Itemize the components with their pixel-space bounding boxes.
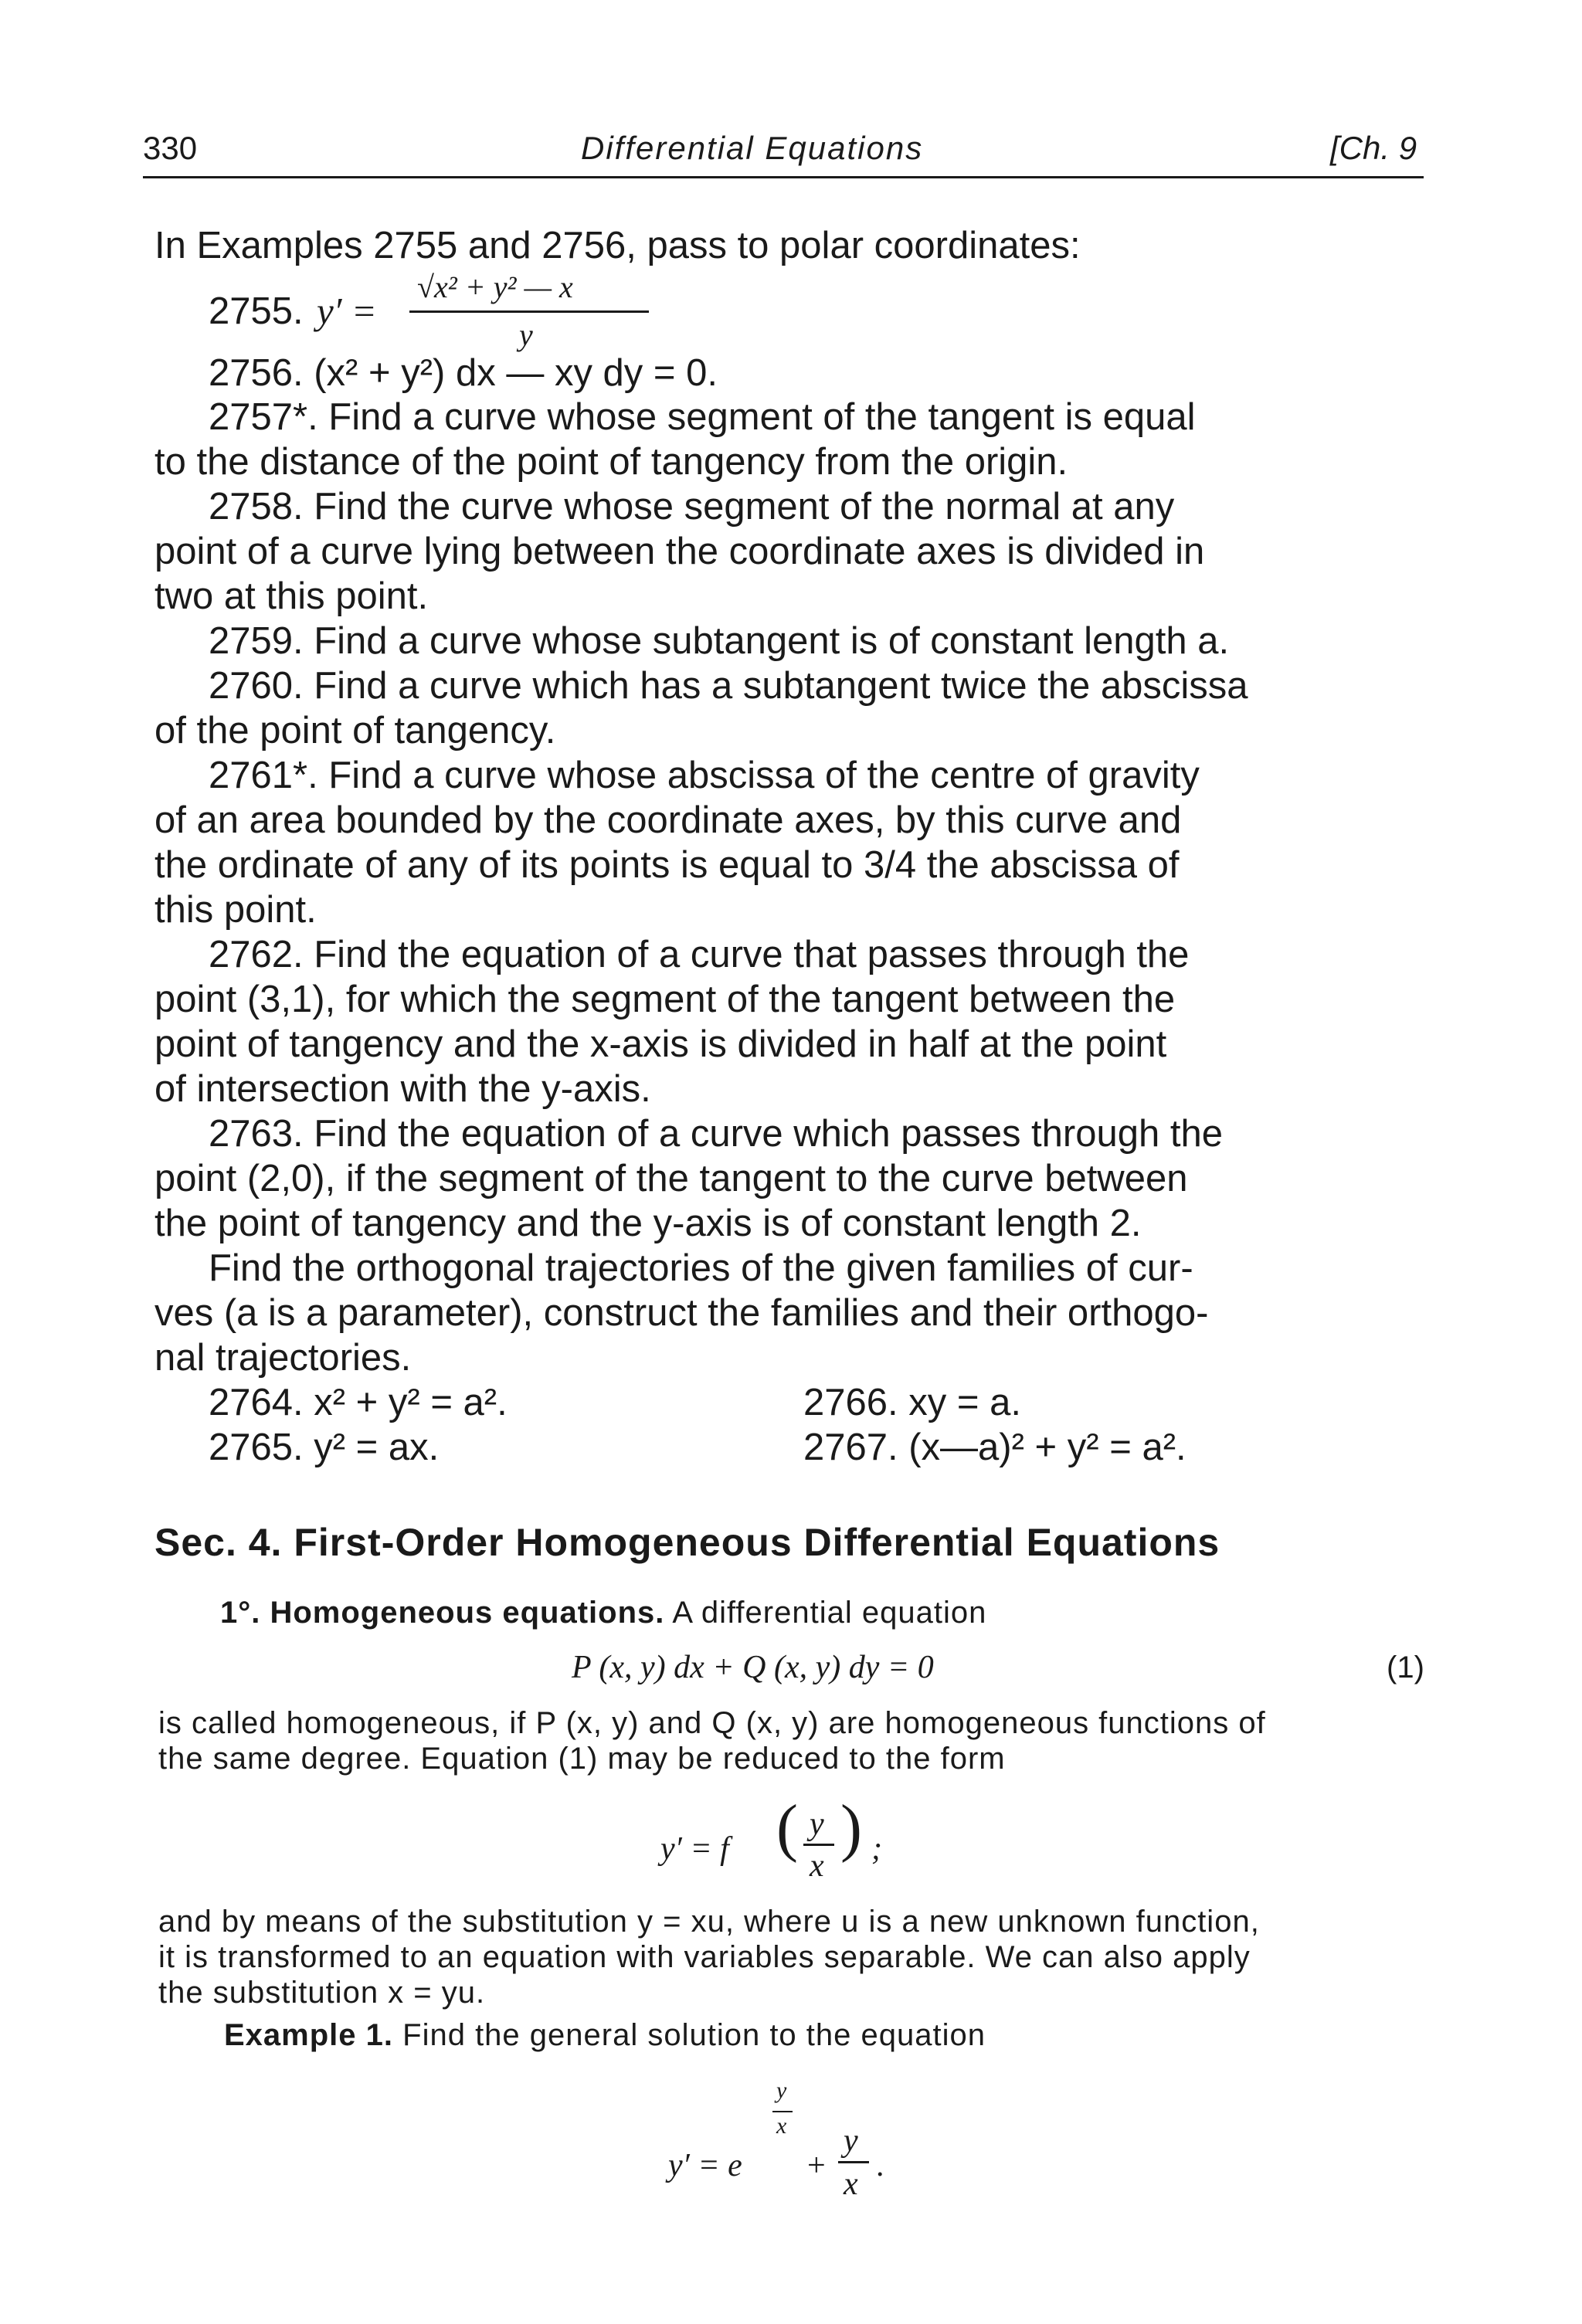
subsection-heading: 1°. Homogeneous equations.	[220, 1596, 665, 1630]
problem-2757-line2: to the distance of the point of tangency from the origin.	[154, 441, 1068, 483]
problem-2762-line4: of intersection with the y-axis.	[154, 1068, 651, 1110]
equation-2-numerator: y	[810, 1807, 824, 1842]
problem-2758-line2: point of a curve lying between the coordinate axes is divided in	[154, 531, 1205, 572]
paragraph-1-line1: is called homogeneous, if P (x, y) and Q (x, y) are homogeneous functions of	[158, 1706, 1266, 1740]
problem-2763-line2: point (2,0), if the segment of the tangent to the curve between	[154, 1158, 1188, 1199]
chapter-label: [Ch. 9	[1330, 130, 1417, 166]
problem-2762-line1: 2762. Find the equation of a curve that passes through the	[209, 934, 1190, 975]
equation-1-number: (1)	[1387, 1651, 1424, 1684]
problem-2755-lhs: y′ =	[317, 290, 377, 332]
paragraph-2-line2: it is transformed to an equation with variables separable. We can also apply	[158, 1940, 1251, 1974]
equation-3-plus: +	[807, 2148, 826, 2183]
paragraph-2-line3: the substitution x = yu.	[158, 1976, 486, 2010]
problem-2761-line4: this point.	[154, 889, 317, 931]
orthogonal-intro-line2: ves (a is a parameter), construct the families and their orthogo-	[154, 1292, 1209, 1334]
problem-2761-line3: the ordinate of any of its points is equal to 3/4 the abscissa of	[154, 844, 1180, 886]
problem-2755-fraction-bar	[409, 310, 649, 313]
equation-3-lhs: y′ = e	[668, 2148, 742, 2183]
orthogonal-intro-line1: Find the orthogonal trajectories of the given families of cur-	[209, 1247, 1193, 1289]
equation-2-right-paren: )	[840, 1792, 862, 1864]
equation-2-lhs: y′ = f	[660, 1831, 729, 1867]
problem-2761-line2: of an area bounded by the coordinate axes, by this curve and	[154, 799, 1182, 841]
problem-2757-line1: 2757*. Find a curve whose segment of the tangent is equal	[209, 396, 1196, 438]
problem-2755-number: 2755.	[209, 290, 304, 332]
problem-2766: 2766. xy = a.	[803, 1382, 1021, 1423]
problem-2763-line3: the point of tangency and the y-axis is of constant length 2.	[154, 1203, 1142, 1244]
equation-3-exponent-numerator: y	[776, 2078, 787, 2103]
equation-3-exponent-denominator: x	[776, 2113, 787, 2139]
problem-2765: 2765. y² = ax.	[209, 1427, 440, 1468]
equation-3-fraction-bar	[838, 2161, 869, 2163]
problem-2761-line1: 2761*. Find a curve whose abscissa of the centre of gravity	[209, 755, 1200, 796]
paragraph-1-line2: the same degree. Equation (1) may be reduced to the form	[158, 1742, 1006, 1776]
problem-2764: 2764. x² + y² = a².	[209, 1382, 508, 1423]
example-text: Find the general solution to the equation	[402, 2018, 986, 2052]
problem-2763-line1: 2763. Find the equation of a curve which passes through the	[209, 1113, 1223, 1155]
running-title: Differential Equations	[581, 130, 924, 166]
problem-2756: 2756. (x² + y²) dx — xy dy = 0.	[209, 352, 718, 394]
subsection-text: A differential equation	[672, 1596, 987, 1630]
header-rule	[143, 176, 1424, 178]
problem-2755-denominator: y	[519, 317, 533, 352]
equation-1: P (x, y) dx + Q (x, y) dy = 0	[572, 1650, 934, 1685]
subsection-line	[220, 1595, 986, 1630]
paragraph-2-line1: and by means of the substitution y = xu, where u is a new unknown function,	[158, 1905, 1260, 1939]
section-heading: Sec. 4. First-Order Homogeneous Differential Equations	[154, 1521, 1220, 1564]
problem-2760-line2: of the point of tangency.	[154, 710, 556, 751]
problem-2767: 2767. (x—a)² + y² = a².	[803, 1427, 1186, 1468]
equation-3-denominator: x	[844, 2166, 858, 2202]
equation-3-exponent-bar	[772, 2111, 793, 2112]
page-number: 330	[143, 130, 198, 166]
problems-intro: In Examples 2755 and 2756, pass to polar coordinates:	[154, 225, 1081, 266]
problem-2758-line3: two at this point.	[154, 575, 429, 617]
equation-3-numerator: y	[844, 2123, 858, 2159]
equation-3-end: .	[877, 2148, 885, 2183]
equation-2-left-paren: (	[776, 1792, 798, 1864]
problem-2762-line3: point of tangency and the x-axis is divided in half at the point	[154, 1023, 1167, 1065]
example-label: Example 1.	[224, 2018, 394, 2052]
example-line	[224, 2017, 986, 2053]
orthogonal-intro-line3: nal trajectories.	[154, 1337, 412, 1379]
problem-2762-line2: point (3,1), for which the segment of the tangent between the	[154, 979, 1176, 1020]
equation-2-fraction-bar	[803, 1844, 834, 1846]
equation-2-end: ;	[871, 1831, 882, 1867]
equation-2-denominator: x	[810, 1848, 824, 1884]
problem-2758-line1: 2758. Find the curve whose segment of the normal at any	[209, 486, 1175, 528]
problem-2759: 2759. Find a curve whose subtangent is of constant length a.	[209, 620, 1230, 662]
problem-2755-numerator: √x² + y² — x	[417, 270, 573, 304]
problem-2760-line1: 2760. Find a curve which has a subtangent twice the abscissa	[209, 665, 1248, 707]
